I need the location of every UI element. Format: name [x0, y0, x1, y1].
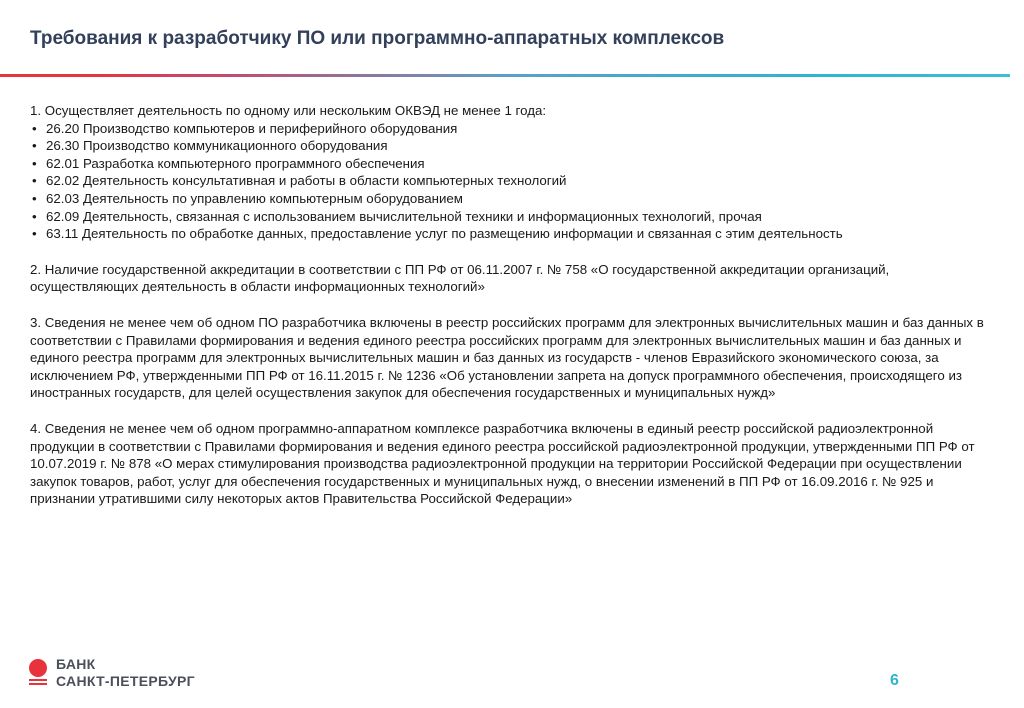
list-item: • 62.01 Разработка компьютерного программного обеспечения: [30, 155, 990, 173]
list-item: • 62.03 Деятельность по управлению компьютерным оборудованием: [30, 190, 990, 208]
bank-logo-text: [56, 656, 195, 690]
list-item: • 63.11 Деятельность по обработке данных, предоставление услуг по размещению информации и связанная с этим деятельность: [30, 225, 990, 243]
section-4-paragraph: 4. Сведения не менее чем об одном программно-аппаратном комплексе разработчика включены в единый реестр российской радиоэлектронной продукции в соответствии с Правилами формирования и ведения единого реестра российской радиоэлектронной продукции, утвержденными ПП РФ от 10.07.2019 г. № 878 «О мерах стимулирования производства радиоэлектронной продукции на территории Российской Федерации при осуществлении закупок товаров, работ, услуг для обеспечения государственных и муниципальных нужд, о внесении изменений в ПП РФ от 16.09.2016 г. № 925 и признании утратившими силу некоторых актов Правительства Российской Федерации»: [30, 420, 975, 507]
list-item: • 26.30 Производство коммуникационного оборудования: [30, 137, 990, 155]
page-number: 6: [890, 672, 899, 689]
section-1-heading: 1. Осуществляет деятельность по одному или нескольким ОКВЭД не менее 1 года:: [30, 103, 547, 118]
bank-logo-icon: [28, 658, 48, 686]
okved-list: [30, 120, 990, 243]
list-item: • 26.20 Производство компьютеров и периферийного оборудования: [30, 120, 990, 138]
section-2-paragraph: 2. Наличие государственной аккредитации в соответствии с ПП РФ от 06.11.2007 г. № 758 «О государственной аккредитации организаций, осуществляющих деятельность в области информационных технологий»: [30, 261, 890, 295]
logo-line-2: САНКТ-ПЕТЕРБУРГ: [56, 673, 195, 689]
list-item: • 62.02 Деятельность консультативная и работы в области компьютерных технологий: [30, 172, 990, 190]
logo-line-1: БАНК: [56, 656, 96, 672]
section-3-paragraph: 3. Сведения не менее чем об одном ПО разработчика включены в реестр российских программ для электронных вычислительных машин и баз данных в соответствии с Правилами формирования и ведения единого реестра российских программ для электронных вычислительных машин и баз данных и единого реестра программ для электронных вычислительных машин и баз данных из государств - членов Евразийского экономического союза, за исключением РФ, утвержденными ПП РФ от 16.11.2015 г. № 1236 «Об установлении запрета на допуск программного обеспечения, происходящего из иностранных государств, для целей осуществления закупок для обеспечения государственных и муниципальных нужд»: [30, 314, 984, 401]
slide-content: [30, 102, 990, 508]
list-item: • 62.09 Деятельность, связанная с использованием вычислительной техники и информационных технологий, прочая: [30, 208, 990, 226]
title-divider: [0, 74, 1010, 77]
slide-title: Требования к разработчику ПО или программно-аппаратных комплексов: [30, 28, 725, 49]
bank-logo: [28, 654, 228, 692]
